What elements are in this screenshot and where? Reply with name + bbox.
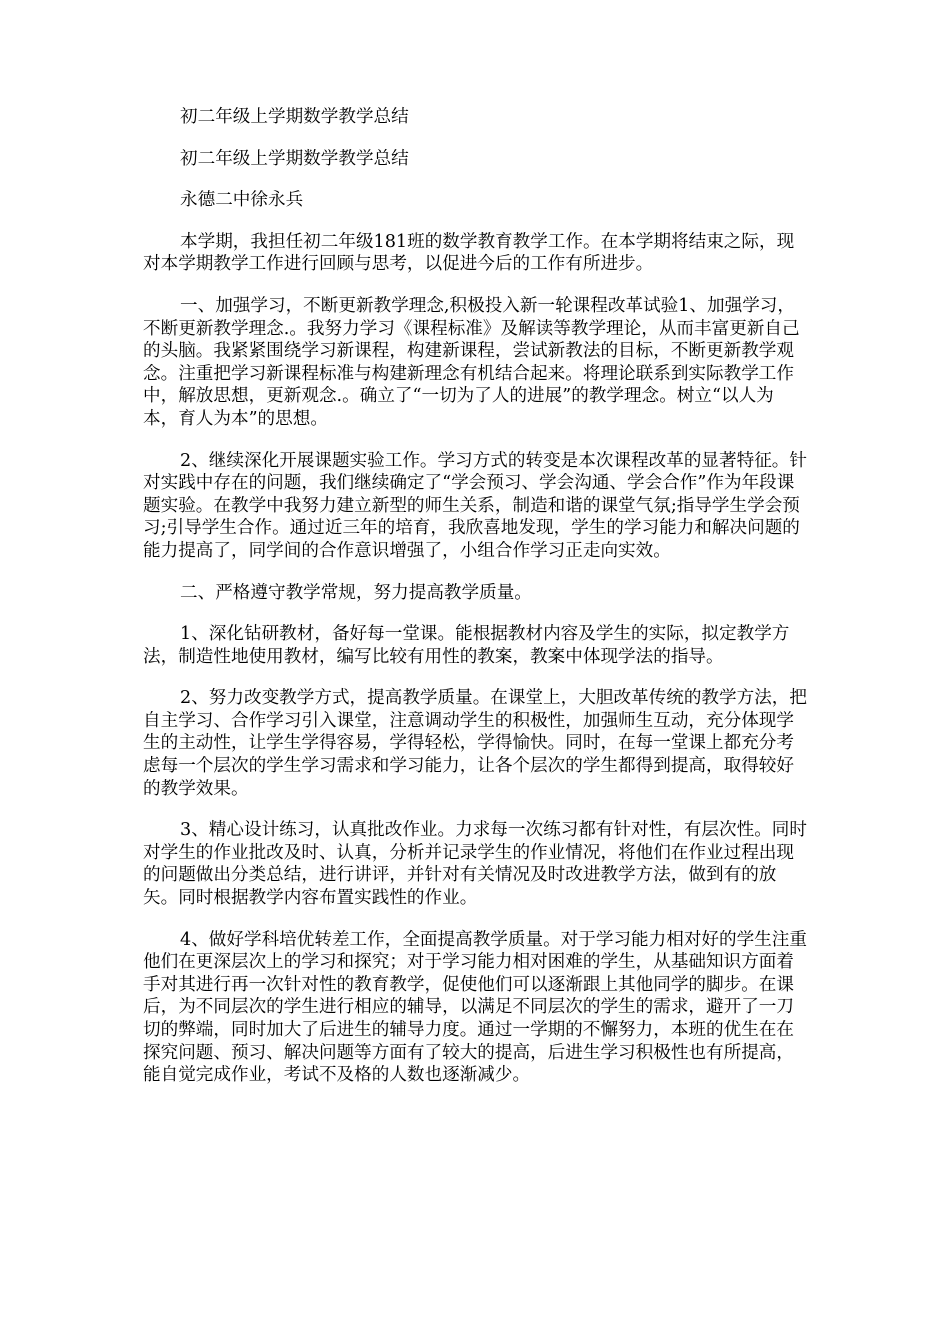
paragraph-section-1: 一、加强学习，不断更新教学理念,积极投入新一轮课程改革试验1、加强学习，不断更新教学理念.。我努力学习《课程标准》及解读等教学理论，从而丰富更新自己的头脑。我紧紧围绕学习新课程，构建新课程，尝试新教法的目标，不断更新教学观念。注重把学习新课程标准与构建新理念有机结合起来。将理论联系到实际教学工作中，解放思想，更新观念.。确立了“一切为了人的进展”的教学理念。树立“以人为本，育人为本”的思想。: [143, 295, 800, 429]
document-subtitle: 初二年级上学期数学教学总结: [180, 148, 409, 169]
paragraph-section-2-item-4: 4、做好学科培优转差工作，全面提高教学质量。对于学习能力相对好的学生注重他们在更深层次上的学习和探究；对于学习能力相对困难的学生，从基础知识方面着手对其进行再一次针对性的教育教学，促使他们可以逐渐跟上其他同学的脚步。在课后，为不同层次的学生进行相应的辅导，以满足不同层次的学生的需求，避开了一刀切的弊端，同时加大了后进生的辅导力度。通过一学期的不懈努力，本班的优生在在探究问题、预习、解决问题等方面有了较大的提高，后进生学习积极性也有所提高，能自觉完成作业，考试不及格的人数也逐渐减少。: [143, 929, 807, 1086]
paragraph-section-2-item-1: 1、深化钻研教材，备好每一堂课。能根据教材内容及学生的实际，拟定教学方法，制造性地使用教材，编写比较有用性的教案，教案中体现学法的指导。: [143, 624, 790, 667]
document-title: 初二年级上学期数学教学总结: [180, 107, 409, 127]
document-author: 永德二中徐永兵: [180, 190, 304, 211]
paragraph-intro: 本学期，我担任初二年级181班的数学教育教学工作。在本学期将结束之际，现对本学期教学工作进行回顾与思考，以促进今后的工作有所进步。: [143, 231, 795, 275]
paragraph-section-1-item-2: 2、继续深化开展课题实验工作。学习方式的转变是本次课程改革的显著特征。针对实践中存在的问题，我们继续确定了“学会预习、学会沟通、学会合作”作为年段课题实验。在教学中我努力建立新型的师生关系，制造和谐的课堂气氛;指导学生学会预习;引导学生合作。通过近三年的培育，我欣喜地发现，学生的学习能力和解决问题的能力提高了，同学间的合作意识增强了，小组合作学习正走向实效。: [143, 450, 807, 561]
document-body: [143, 106, 807, 1106]
paragraph-section-2-item-2: 2、努力改变教学方式，提高教学质量。在课堂上，大胆改革传统的教学方法，把自主学习、合作学习引入课堂，注意调动学生的积极性，加强师生互动，充分体现学生的主动性，让学生学得容易，学得轻松，学得愉快。同时，在每一堂课上都充分考虑每一个层次的学生学习需求和学习能力，让各个层次的学生都得到提高，取得较好的教学效果。: [143, 688, 807, 799]
paragraph-section-2: 二、严格遵守教学常规，努力提高教学质量。: [180, 582, 532, 603]
paragraph-section-2-item-3: 3、精心设计练习，认真批改作业。力求每一次练习都有针对性，有层次性。同时对学生的作业批改及时、认真，分析并记录学生的作业情况，将他们在作业过程出现的问题做出分类总结，进行讲评，并针对有关情况及时改进教学方法，做到有的放矢。同时根据教学内容布置实践性的作业。: [143, 820, 807, 909]
